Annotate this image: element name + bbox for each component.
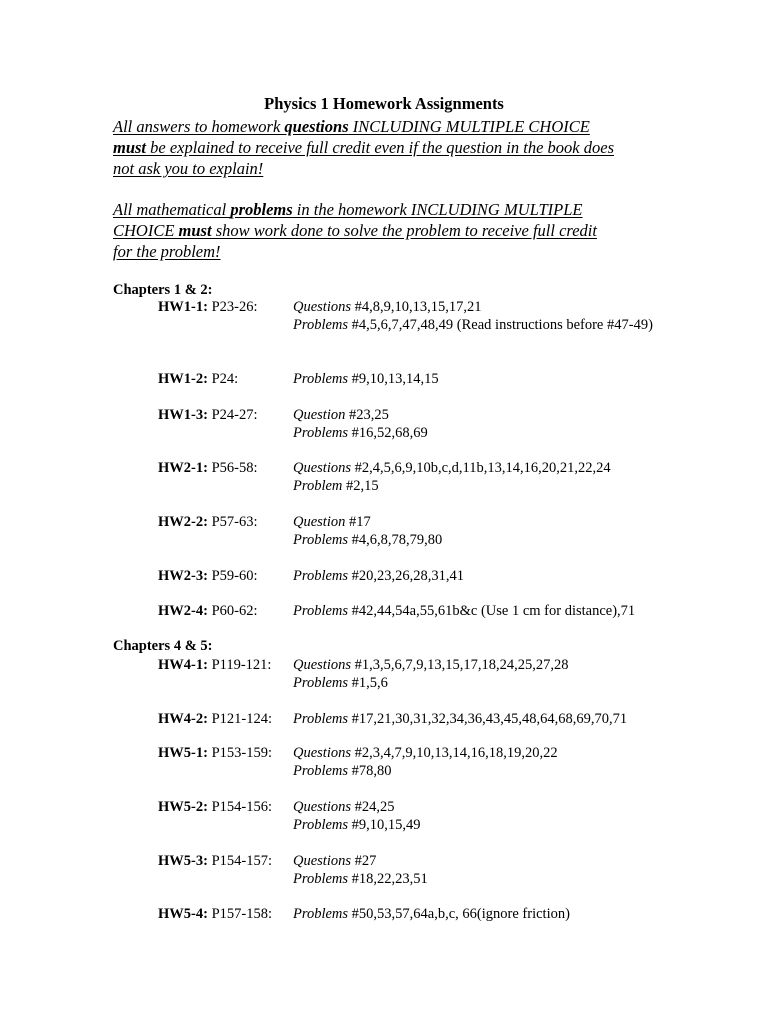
- assignment-label: [158, 602, 257, 620]
- chapter-heading: Chapters 1 & 2:: [113, 282, 213, 298]
- assignment-id: HW1-2:: [158, 371, 208, 387]
- assignment-pages: P119-121:: [207, 657, 272, 673]
- assignment-item: [293, 905, 653, 923]
- item-numbers: #2,3,4,7,9,10,13,14,16,18,19,20,22: [351, 745, 558, 761]
- assignment-pages: P23-26:: [207, 299, 258, 315]
- item-kind: Problems: [293, 568, 349, 584]
- item-kind: Problems: [293, 603, 349, 619]
- assignment-item: [293, 567, 653, 585]
- assignment-label: [158, 905, 272, 923]
- note-line: [113, 116, 658, 137]
- note-text: in the homework INCLUDING MULTIPLE: [292, 200, 583, 219]
- item-numbers: #18,22,23,51: [348, 871, 428, 887]
- assignment-label: [158, 370, 238, 388]
- item-numbers: #1,3,5,6,7,9,13,15,17,18,24,25,27,28: [351, 657, 569, 673]
- item-kind: Question: [293, 514, 346, 530]
- item-numbers: #78,80: [348, 763, 392, 779]
- assignment-pages: P121-124:: [207, 711, 272, 727]
- note-line: [113, 137, 658, 158]
- item-numbers: #23,25: [345, 407, 389, 423]
- assignment-id: HW4-2:: [158, 711, 208, 727]
- assignment-items: [293, 513, 653, 549]
- note-text: All mathematical: [113, 200, 231, 219]
- assignment-label: [158, 656, 271, 674]
- assignment-label: [158, 459, 257, 477]
- item-numbers: #4,8,9,10,13,15,17,21: [351, 299, 482, 315]
- assignment-id: HW1-1:: [158, 299, 208, 315]
- item-kind: Problems: [293, 711, 349, 727]
- note-emphasis: problems: [230, 200, 293, 219]
- assignment-item: [293, 513, 653, 531]
- assignment-pages: P60-62:: [207, 603, 258, 619]
- assignment-item: [293, 762, 653, 780]
- assignment-pages: P153-159:: [207, 745, 272, 761]
- item-kind: Questions: [293, 657, 351, 673]
- page-title: Physics 1 Homework Assignments: [264, 94, 504, 113]
- assignment-items: [293, 744, 653, 780]
- assignment-item: [293, 816, 653, 834]
- assignment-item: [293, 370, 653, 388]
- assignment-item: [293, 316, 653, 334]
- assignment-label: [158, 852, 272, 870]
- item-kind: Problem: [293, 478, 343, 494]
- note-line: [113, 241, 658, 262]
- assignment-items: [293, 798, 653, 834]
- item-numbers: #27: [351, 853, 377, 869]
- item-kind: Question: [293, 407, 346, 423]
- assignment-items: [293, 602, 653, 620]
- item-numbers: #4,5,6,7,47,48,49 (Read instructions before #47-49): [348, 317, 653, 333]
- assignment-pages: P154-156:: [207, 799, 272, 815]
- item-numbers: #24,25: [351, 799, 395, 815]
- item-kind: Problems: [293, 871, 349, 887]
- item-numbers: #2,4,5,6,9,10b,c,d,11b,13,14,16,20,21,22,24: [351, 460, 611, 476]
- item-numbers: #4,6,8,78,79,80: [348, 532, 443, 548]
- note-emphasis: must: [113, 138, 147, 157]
- item-kind: Problems: [293, 532, 349, 548]
- item-kind: Problems: [293, 317, 349, 333]
- assignment-pages: P57-63:: [207, 514, 258, 530]
- item-numbers: #16,52,68,69: [348, 425, 428, 441]
- assignment-id: HW5-4:: [158, 906, 208, 922]
- item-kind: Questions: [293, 299, 351, 315]
- note-line: [113, 220, 658, 241]
- item-kind: Questions: [293, 460, 351, 476]
- item-numbers: #17: [345, 514, 371, 530]
- note-text: INCLUDING MULTIPLE CHOICE: [348, 117, 590, 136]
- assignment-pages: P157-158:: [207, 906, 272, 922]
- assignment-items: [293, 370, 653, 388]
- assignment-items: [293, 710, 653, 728]
- assignment-label: [158, 406, 257, 424]
- item-numbers: #1,5,6: [348, 675, 388, 691]
- assignment-id: HW2-4:: [158, 603, 208, 619]
- assignment-id: HW5-2:: [158, 799, 208, 815]
- item-kind: Problems: [293, 817, 349, 833]
- assignment-items: [293, 656, 653, 692]
- assignment-item: [293, 298, 653, 316]
- assignment-id: HW1-3:: [158, 407, 208, 423]
- note-text: be explained to receive full credit even if the question in the book does: [146, 138, 614, 157]
- item-numbers: #9,10,15,49: [348, 817, 421, 833]
- assignment-item: [293, 870, 653, 888]
- item-kind: Problems: [293, 906, 349, 922]
- assignment-label: [158, 298, 257, 316]
- assignment-items: [293, 459, 653, 495]
- assignment-item: [293, 424, 653, 442]
- note-emphasis: must: [178, 221, 212, 240]
- assignment-item: [293, 744, 653, 762]
- assignment-id: HW4-1:: [158, 657, 208, 673]
- assignment-item: [293, 710, 653, 728]
- assignment-item: [293, 852, 653, 870]
- assignment-label: [158, 513, 257, 531]
- item-kind: Problems: [293, 371, 349, 387]
- assignment-item: [293, 602, 653, 620]
- assignment-items: [293, 852, 653, 888]
- assignment-item: [293, 674, 653, 692]
- instructions-questions: [113, 116, 658, 179]
- chapter-heading: Chapters 4 & 5:: [113, 638, 213, 654]
- note-emphasis: questions: [284, 117, 349, 136]
- item-kind: Questions: [293, 745, 351, 761]
- note-text: CHOICE: [113, 221, 179, 240]
- note-text: All answers to homework: [113, 117, 285, 136]
- assignment-pages: P24-27:: [207, 407, 258, 423]
- assignment-items: [293, 905, 653, 923]
- assignment-id: HW2-1:: [158, 460, 208, 476]
- item-kind: Problems: [293, 675, 349, 691]
- assignment-label: [158, 798, 272, 816]
- instructions-problems: [113, 199, 658, 262]
- assignment-item: [293, 531, 653, 549]
- assignment-label: [158, 744, 272, 762]
- assignment-pages: P56-58:: [207, 460, 258, 476]
- item-numbers: #9,10,13,14,15: [348, 371, 439, 387]
- assignment-id: HW2-2:: [158, 514, 208, 530]
- note-line: [113, 158, 658, 179]
- note-line: [113, 199, 658, 220]
- assignment-item: [293, 798, 653, 816]
- item-kind: Questions: [293, 799, 351, 815]
- assignment-label: [158, 567, 257, 585]
- item-kind: Problems: [293, 425, 349, 441]
- assignment-item: [293, 459, 653, 477]
- item-numbers: #2,15: [342, 478, 379, 494]
- assignment-id: HW5-1:: [158, 745, 208, 761]
- assignment-id: HW2-3:: [158, 568, 208, 584]
- item-numbers: #42,44,54a,55,61b&c (Use 1 cm for distance),71: [348, 603, 636, 619]
- assignment-items: [293, 567, 653, 585]
- note-text: for the problem!: [113, 242, 221, 261]
- item-numbers: #20,23,26,28,31,41: [348, 568, 465, 584]
- item-numbers: #50,53,57,64a,b,c, 66(ignore friction): [348, 906, 570, 922]
- assignment-items: [293, 406, 653, 442]
- assignment-label: [158, 710, 272, 728]
- assignment-item: [293, 477, 653, 495]
- assignment-id: HW5-3:: [158, 853, 208, 869]
- item-kind: Problems: [293, 763, 349, 779]
- assignment-pages: P59-60:: [207, 568, 258, 584]
- assignment-item: [293, 656, 653, 674]
- assignment-pages: P24:: [207, 371, 239, 387]
- note-text: show work done to solve the problem to receive full credit: [211, 221, 597, 240]
- item-numbers: #17,21,30,31,32,34,36,43,45,48,64,68,69,70,71: [348, 711, 628, 727]
- assignment-item: [293, 406, 653, 424]
- note-text: not ask you to explain!: [113, 159, 264, 178]
- assignment-pages: P154-157:: [207, 853, 272, 869]
- assignment-items: [293, 298, 653, 334]
- item-kind: Questions: [293, 853, 351, 869]
